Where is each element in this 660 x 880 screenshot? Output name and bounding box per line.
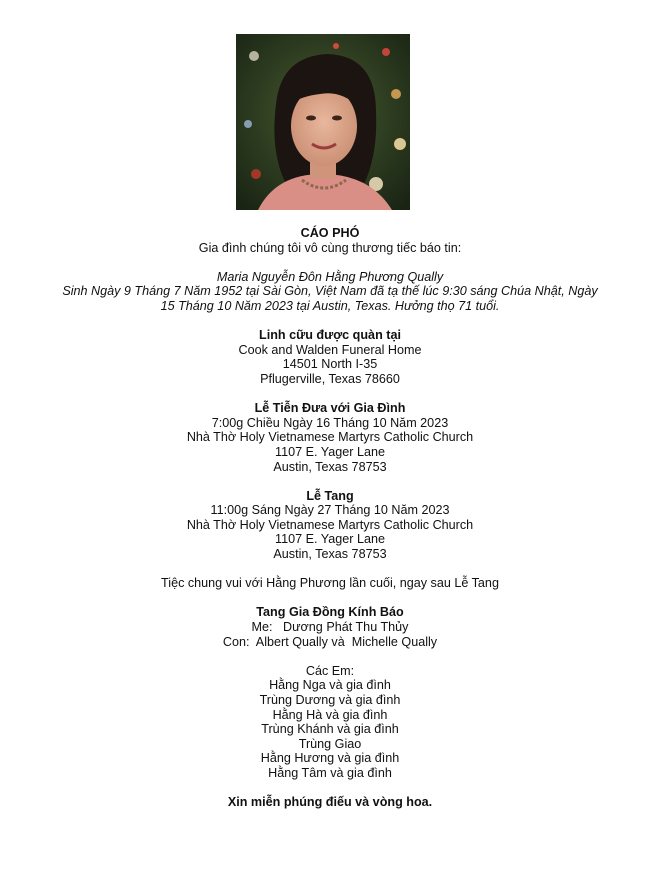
family-children: Con: Albert Qually và Michelle Qually [222, 634, 438, 649]
funeral-time: 11:00g Sáng Ngày 27 Tháng 10 Năm 2023 [210, 503, 450, 518]
family-mother: Me: Dương Phát Thu Thủy [251, 620, 409, 635]
family-heading: Tang Gia Đồng Kính Báo [256, 605, 404, 620]
funeral-place: Nhà Thờ Holy Vietnamese Martyrs Catholic Church [186, 517, 474, 532]
viewing-city: Pflugerville, Texas 78660 [260, 371, 400, 386]
sibling-item: Hằng Hà và gia đình [272, 707, 388, 722]
sibling-item: Hằng Tâm và gia đình [268, 765, 392, 780]
deceased-name: Maria Nguyễn Đôn Hằng Phương Qually [216, 269, 444, 284]
farewell-time: 7:00g Chiều Ngày 16 Tháng 10 Năm 2023 [211, 415, 449, 430]
funeral-heading: Lễ Tang [306, 488, 354, 503]
farewell-place: Nhà Thờ Holy Vietnamese Martyrs Catholic Church [186, 430, 474, 445]
farewell-street: 1107 E. Yager Lane [275, 444, 385, 459]
viewing-street: 14501 North I-35 [282, 357, 378, 372]
funeral-street: 1107 E. Yager Lane [275, 532, 385, 547]
announcement-intro: Gia đình chúng tôi vô cùng thương tiếc báo tin: [198, 240, 462, 255]
sibling-item: Hằng Nga và gia đình [269, 678, 391, 693]
sibling-item: Trùng Dương và gia đình [259, 693, 401, 707]
closing-note: Xin miễn phúng điếu và vòng hoa. [227, 795, 433, 810]
sibling-item: Hằng Hương và gia đình [260, 751, 400, 766]
viewing-heading: Linh cữu được quàn tại [259, 328, 401, 343]
siblings-heading: Các Em: [305, 663, 355, 678]
viewing-place: Cook and Walden Funeral Home [238, 342, 422, 357]
farewell-heading: Lễ Tiễn Đưa với Gia Đình [254, 401, 406, 416]
sibling-item: Trùng Giao [298, 736, 362, 751]
obituary-title: CÁO PHÓ [300, 226, 360, 240]
portrait-photo [236, 34, 410, 210]
reception-note: Tiệc chung vui với Hằng Phương lần cuối, ngay sau Lễ Tang [161, 576, 499, 591]
deceased-bio-line-2: 15 Tháng 10 Năm 2023 tại Austin, Texas. Hưởng thọ 71 tuổi. [160, 298, 500, 313]
farewell-city: Austin, Texas 78753 [273, 459, 387, 474]
sibling-item: Trùng Khánh và gia đình [261, 722, 399, 737]
obituary-text [0, 226, 660, 810]
funeral-city: Austin, Texas 78753 [273, 547, 387, 562]
deceased-bio-line-1: Sinh Ngày 9 Tháng 7 Năm 1952 tại Sài Gòn, Việt Nam đã tạ thế lúc 9:30 sáng Chúa Nhật, Ngày [62, 284, 598, 299]
